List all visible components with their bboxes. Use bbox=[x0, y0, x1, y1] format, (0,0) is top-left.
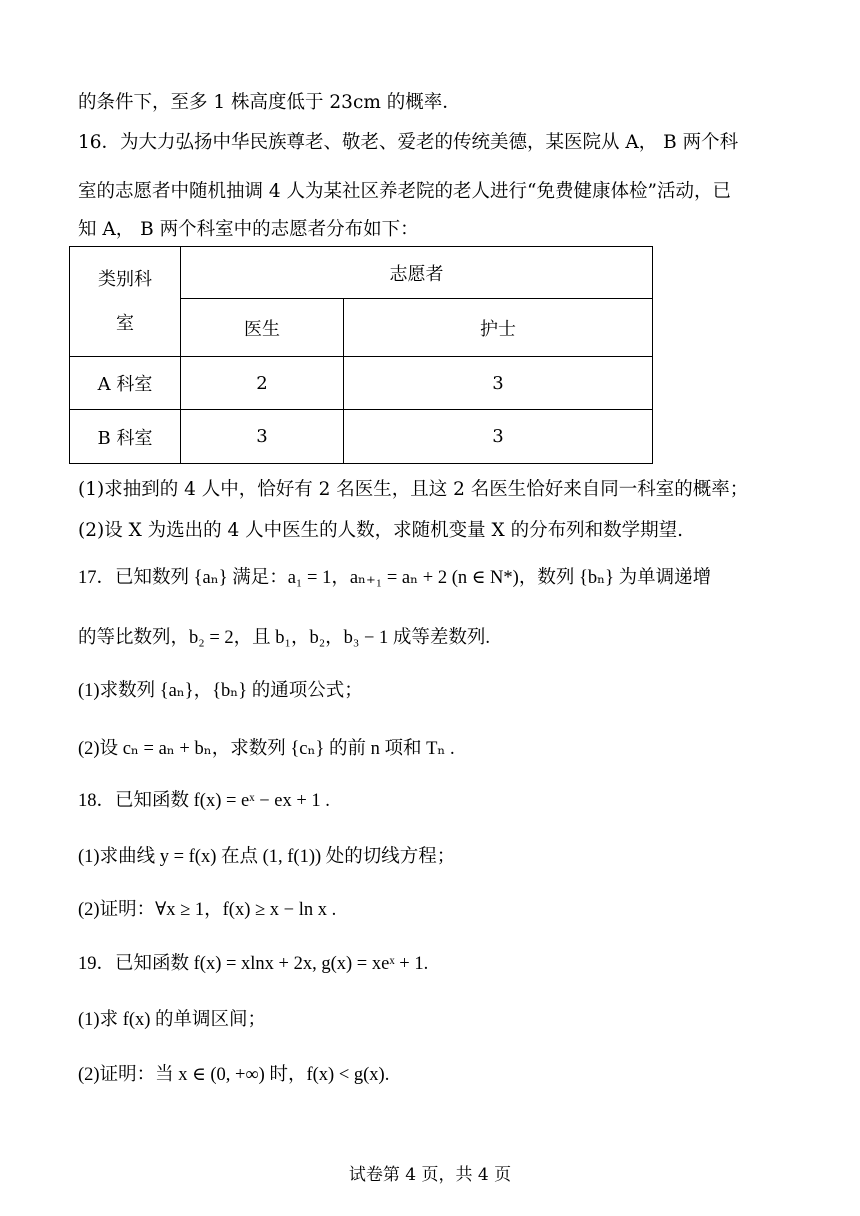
q16-stem-line3: 知 A， B 两个科室中的志愿者分布如下： bbox=[78, 219, 419, 240]
volunteer-table bbox=[69, 246, 653, 464]
cell-nurse: 3 bbox=[344, 357, 653, 410]
col-header-nurse: 护士 bbox=[344, 299, 653, 357]
q16-part2: (2)设 X 为选出的 4 人中医生的人数，求随机变量 X 的分布列和数学期望. bbox=[78, 520, 683, 541]
q17-part2: (2)设 cₙ = aₙ + bₙ，求数列 {cₙ} 的前 n 项和 Tₙ . bbox=[78, 739, 455, 759]
q17-stem-line1: 17．已知数列 {aₙ} 满足：a₁ = 1，aₙ₊₁ = aₙ + 2 (n ∈ N*)，数列 {bₙ} 为单调递增 bbox=[78, 568, 712, 588]
q19-stem: 19．已知函数 f(x) = xlnx + 2x, g(x) = xeˣ + 1. bbox=[78, 954, 429, 974]
page-footer: 试卷第 4 页，共 4 页 bbox=[348, 1165, 512, 1185]
q18-part1: (1)求曲线 y = f(x) 在点 (1, f(1)) 处的切线方程； bbox=[78, 847, 456, 867]
q16-stem-line1: 16．为大力弘扬中华民族尊老、敬老、爱老的传统美德，某医院从 A， B 两个科 bbox=[78, 132, 739, 153]
q18-part2: (2)证明：∀x ≥ 1，f(x) ≥ x − ln x . bbox=[78, 900, 337, 920]
cell-nurse: 3 bbox=[344, 410, 653, 464]
q18-stem: 18．已知函数 f(x) = eˣ − ex + 1 . bbox=[78, 791, 330, 811]
table-row bbox=[70, 410, 653, 464]
table-corner-cell bbox=[70, 247, 181, 357]
corner-label-line1: 类别科 bbox=[98, 268, 152, 290]
q17-part1: (1)求数列 {aₙ}，{bₙ} 的通项公式； bbox=[78, 681, 363, 701]
q19-part1: (1)求 f(x) 的单调区间； bbox=[78, 1010, 267, 1030]
q16-stem-line2: 室的志愿者中随机抽调 4 人为某社区养老院的老人进行“免费健康体检”活动，已 bbox=[78, 181, 731, 202]
corner-label-line2: 室 bbox=[116, 312, 134, 334]
cell-doctor: 3 bbox=[181, 410, 344, 464]
table-row bbox=[70, 357, 653, 410]
row-label: A 科室 bbox=[70, 357, 181, 410]
volunteer-header: 志愿者 bbox=[181, 247, 653, 299]
q17-stem-line2: 的等比数列，b₂ = 2，且 b₁，b₂，b₃ − 1 成等差数列. bbox=[78, 628, 491, 648]
q19-part2: (2)证明：当 x ∈ (0, +∞) 时，f(x) < g(x). bbox=[78, 1065, 390, 1085]
q16-part1: (1)求抽到的 4 人中，恰好有 2 名医生，且这 2 名医生恰好来自同一科室的概率； bbox=[78, 479, 749, 500]
col-header-doctor: 医生 bbox=[181, 299, 344, 357]
prev-question-tail: 的条件下，至多 1 株高度低于 23cm 的概率． bbox=[78, 92, 461, 113]
row-label: B 科室 bbox=[70, 410, 181, 464]
cell-doctor: 2 bbox=[181, 357, 344, 410]
